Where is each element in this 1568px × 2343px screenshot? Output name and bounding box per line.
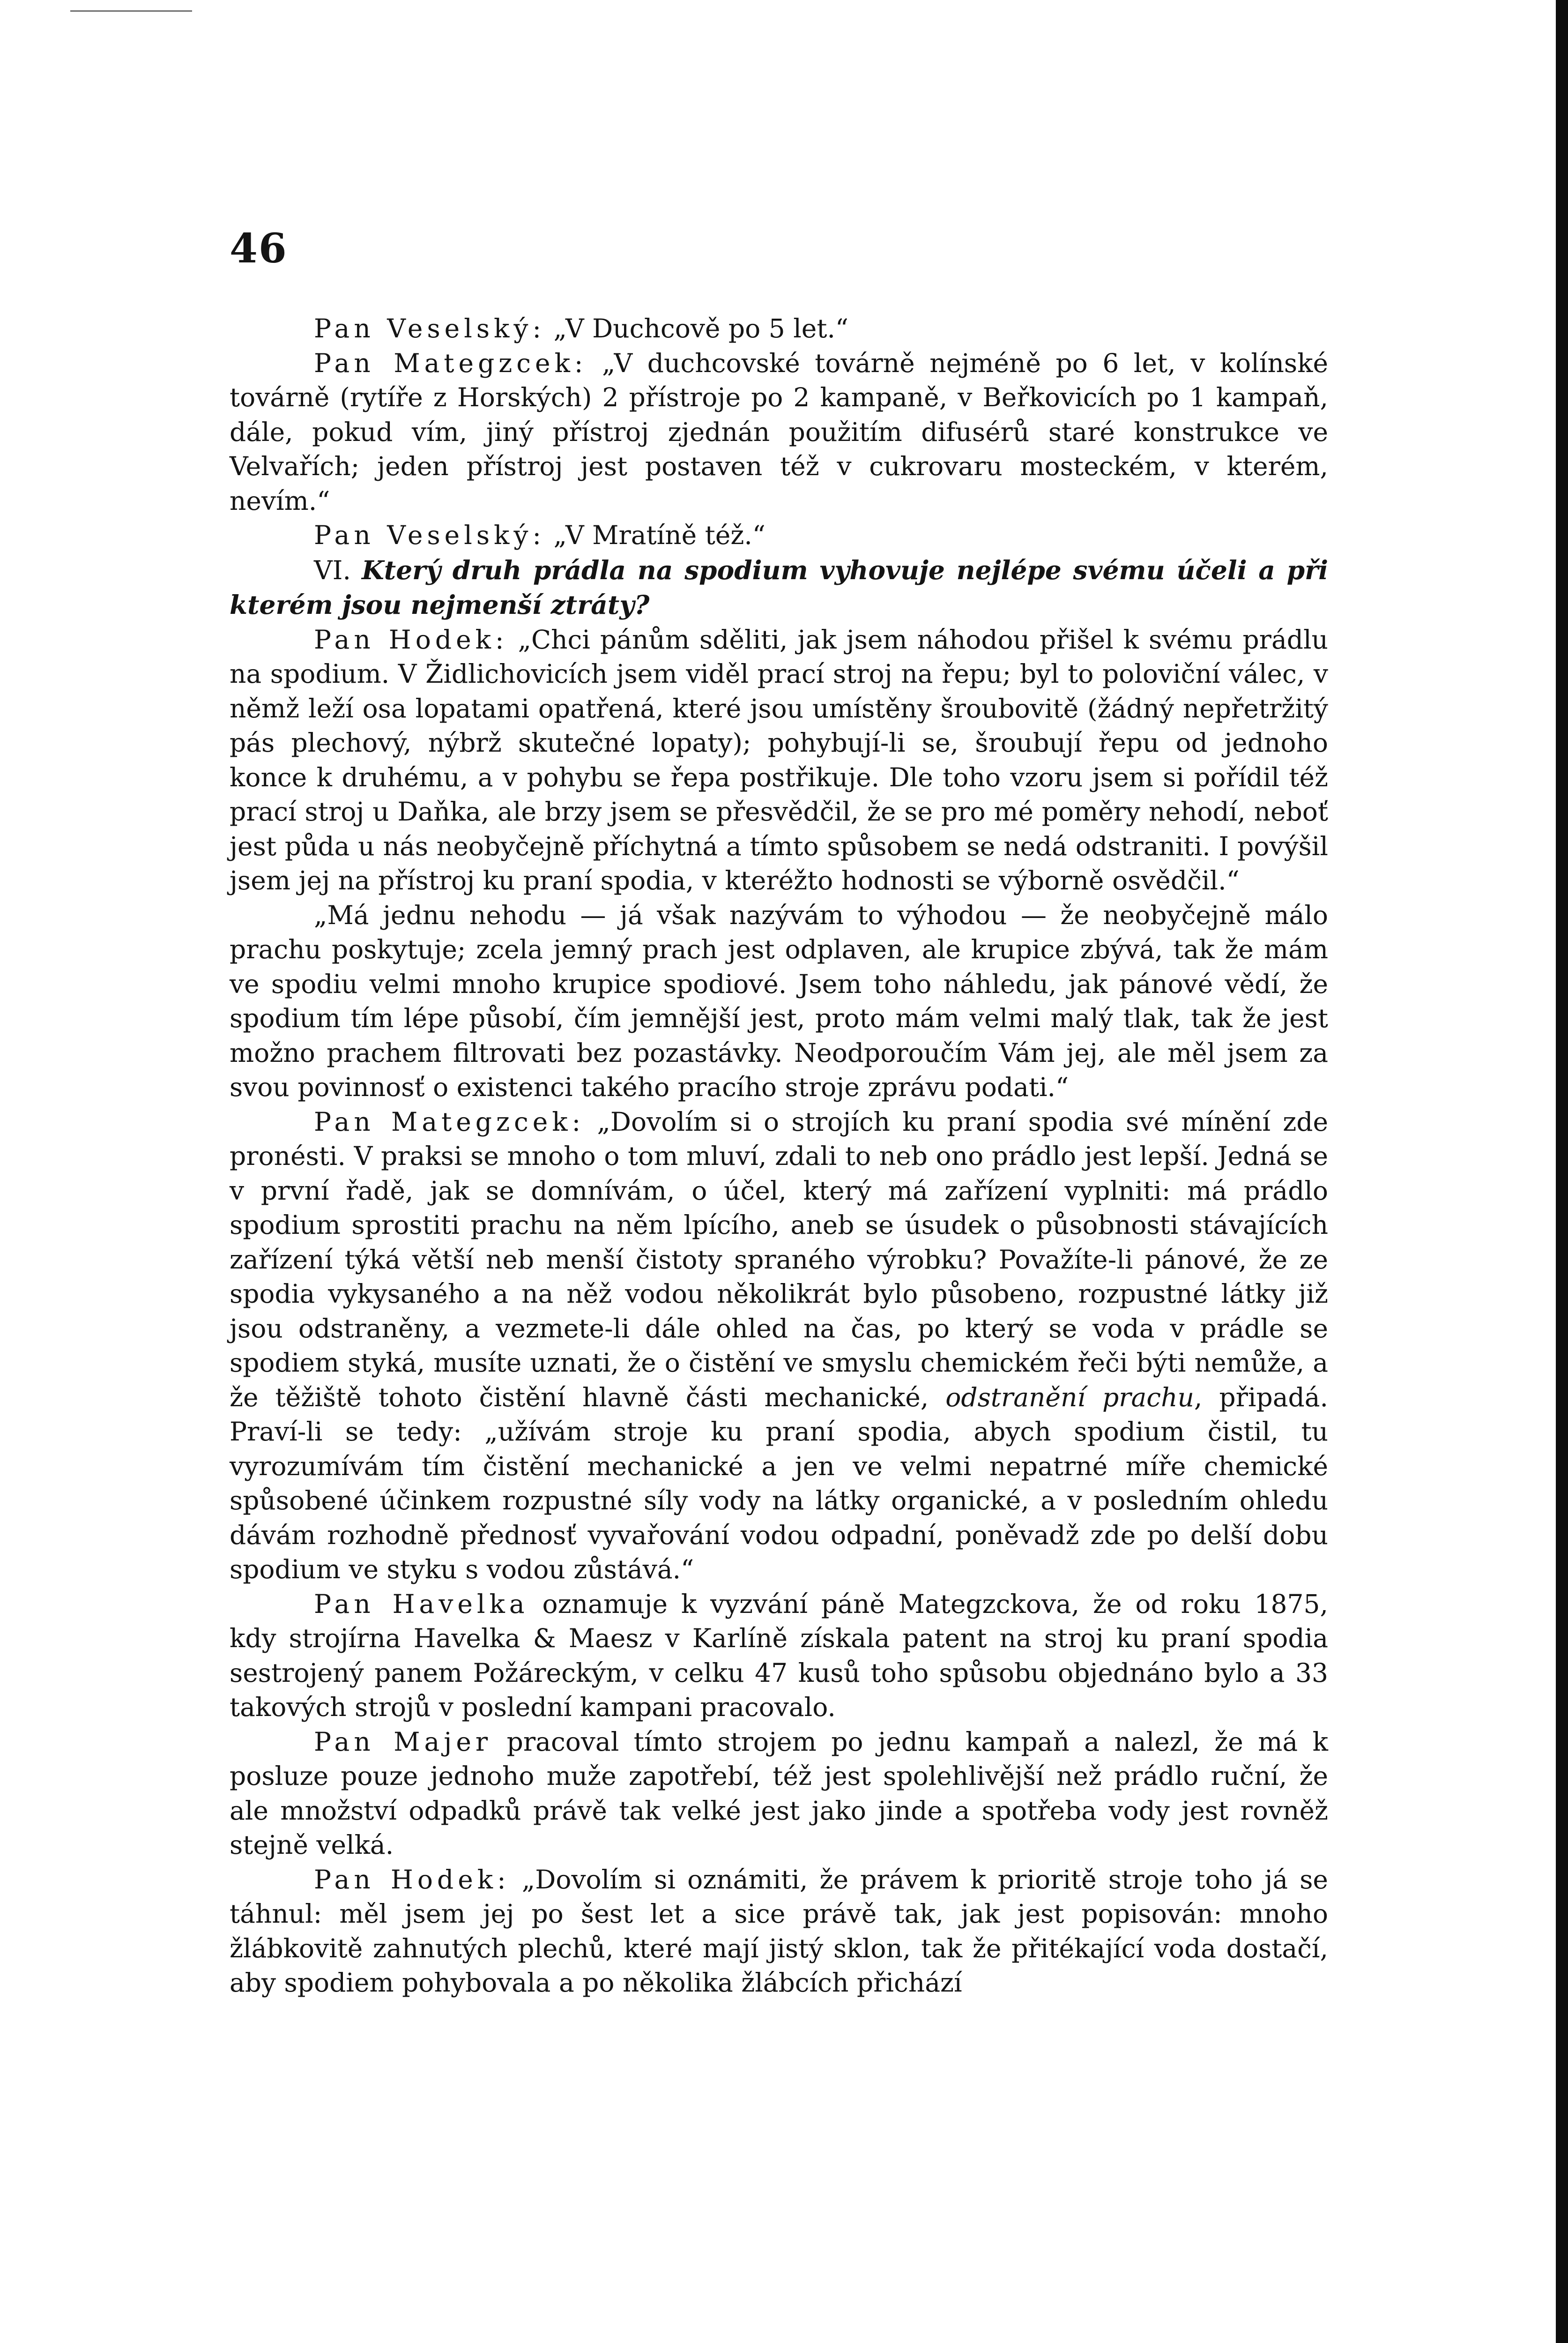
paragraph-text: „V Mratíně též.“	[545, 520, 765, 550]
speaker-name: Pan Mategzcek:	[314, 348, 587, 378]
paragraph-hodek-3	[230, 1863, 1328, 2000]
page-body	[230, 312, 1328, 2000]
speaker-name: Pan Havelka	[314, 1589, 529, 1619]
emphasis-text: odstranění prachu	[945, 1382, 1194, 1412]
paragraph-majer	[230, 1725, 1328, 1863]
speaker-name: Pan Veselský:	[314, 313, 545, 343]
paragraph-mategzcek-1	[230, 346, 1328, 519]
paragraph-veselsky-2	[230, 518, 1328, 553]
scan-edge-shadow	[1556, 0, 1568, 2343]
paragraph-hodek-2	[230, 898, 1328, 1105]
page-number: 46	[230, 225, 288, 272]
paragraph-text: „V Duchcově po 5 let.“	[545, 313, 849, 343]
paragraph-text: pracoval tímto strojem po jednu kampaň a nalezl, že má k posluze pouze jednoho muže zapotřebí, též jest spolehlivější než prádlo ruční, že ale množství odpadků právě tak velké jest jako jinde a spotřeba vody jest rovněž stejně velká.	[230, 1726, 1328, 1860]
paragraph-text: oznamuje k vyzvání páně Mategzckova, že od roku 1875, kdy strojírna Havelka & Maesz v Karlíně získala patent na stroj ku praní spodia sestrojený panem Požáreckým, v celku 47 kusů toho spůsobu objednáno bylo a 33 takových strojů v poslední kampani pracovalo.	[230, 1589, 1328, 1722]
speaker-name: Pan Majer	[314, 1726, 492, 1757]
speaker-name: Pan Mategzcek:	[314, 1106, 585, 1137]
paragraph-text: , připadá. Praví-li se tedy: „užívám stroje ku praní spodia, abych spodium čistil, tu vyrozumívám tím čistění mechanické a jen ve velmi nepatrné míře chemické spůsobené účinkem rozpustné síly vody na látky organické, a v posledním ohledu dávám rozhodně přednosť vyvařování vodou odpadní, poněvadž zde po delší dobu spodium ve styku s vodou zůstává.“	[230, 1382, 1328, 1584]
paragraph-text: „Chci pánům sděliti, jak jsem náhodou přišel k svému prádlu na spodium. V Židlichovicích jsem viděl prací stroj na řepu; byl to poloviční válec, v němž leží osa lopatami opatřená, které jsou umístěny šroubovitě (žádný nepřetržitý pás plechový, nýbrž skutečné lopaty); pohybují-li se, šroubují řepu od jednoho konce k druhému, a v pohybu se řepa postřikuje. Dle toho vzoru jsem si pořídil též prací stroj u Daňka, ale brzy jsem se přesvědčil, že se pro mé poměry nehodí, neboť jest půda u nás neobyčejně příchytná a tímto spůsobem se nedá odstraniti. I povýšil jsem jej na přístroj ku praní spodia, v kteréžto hodnosti se výborně osvědčil.“	[230, 624, 1328, 895]
speaker-name: Pan Veselský:	[314, 520, 545, 550]
paragraph-text: „Má jednu nehodu — já však nazývám to výhodou — že neobyčejně málo prachu poskytuje; zcela jemný prach jest odplaven, ale krupice zbývá, tak že mám ve spodiu velmi mnoho krupice spodiové. Jsem toho náhledu, jak pánové vědí, že spodium tím lépe působí, čím jemnější jest, proto mám velmi malý tlak, tak že jest možno prachem filtrovati bez pozastávky. Neodporoučím Vám jej, ale měl jsem za svou povinnosť o existenci takého pracího stroje zprávu podati.“	[230, 900, 1328, 1102]
paragraph-mategzcek-2	[230, 1105, 1328, 1587]
paragraph-text: „Dovolím si o strojích ku praní spodia své mínění zde pronésti. V praksi se mnoho o tom mluví, zdali to neb ono prádlo jest lepší. Jedná se v první řadě, jak se domnívám, o účel, který má zařízení vyplniti: má prádlo spodium sprostiti prachu na něm lpícího, aneb se úsudek o působnosti stávajících zařízení týká větší neb menší čistoty spraného výrobku? Považíte-li pánové, že ze spodia vykysaného a na něž vodou několikrát bylo působeno, rozpustné látky již jsou odstraněny, a vezmete-li dále ohled na čas, po který se voda v prádle se spodiem styká, musíte uznati, že o čistění ve smyslu chemickém řeči býti nemůže, a že těžiště tohoto čistění hlavně části mechanické,	[230, 1106, 1328, 1412]
question-number: VI.	[314, 555, 362, 585]
section-question-vi	[230, 553, 1328, 623]
paragraph-havelka	[230, 1587, 1328, 1725]
speaker-name: Pan Hodek:	[314, 624, 508, 655]
paragraph-veselsky-1	[230, 312, 1328, 346]
paragraph-text: „V duchcovské továrně nejméně po 6 let, v kolínské továrně (rytíře z Horských) 2 přístroje po 2 kampaně, v Beřkovicích po 1 kampaň, dále, pokud vím, jiný přístroj zjednán použitím difusérů staré konstrukce ve Velvařích; jeden přístroj jest postaven též v cukrovaru mosteckém, v kterém, nevím.“	[230, 348, 1328, 516]
paragraph-hodek-1	[230, 623, 1328, 898]
question-text: Který druh prádla na spodium vyhovuje nejlépe svému účeli a při kterém jsou nejmenší ztráty?	[230, 554, 1328, 620]
paragraph-text: „Dovolím si oznámiti, že právem k prioritě stroje toho já se táhnul: měl jsem jej po šest let a sice právě tak, jak jest popisován: mnoho žlábkovitě zahnutých plechů, které mají jistý sklon, tak že přitékající voda dostačí, aby spodiem pohybovala a po několika žlábcích přichází	[230, 1864, 1328, 1998]
scan-edge-mark	[70, 0, 192, 12]
speaker-name: Pan Hodek:	[314, 1864, 510, 1895]
